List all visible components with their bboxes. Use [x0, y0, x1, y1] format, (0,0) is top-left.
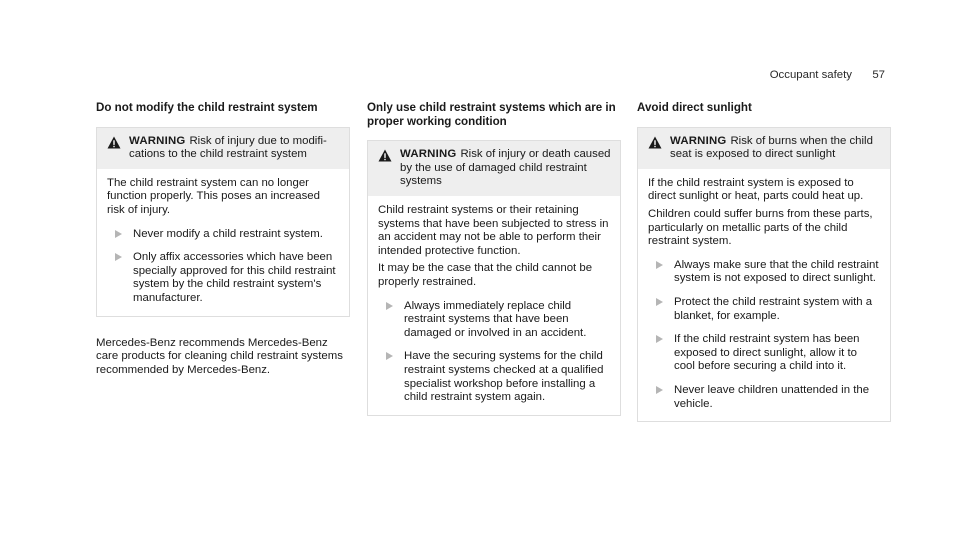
warning-paragraph: The child restraint system can no longer function properly. This poses an increased risk of injury. [107, 176, 320, 216]
warning-triangle-icon [648, 136, 662, 149]
column-child-restraint-modify [96, 101, 350, 377]
warning-header [638, 128, 890, 169]
warning-box [96, 127, 350, 317]
bullet-item [115, 228, 339, 242]
bullet-item [386, 350, 610, 404]
warning-title: Risk of injury due to modifi-cations to the child restraint system [129, 134, 327, 161]
warning-title: Risk of injury or death caused by the use of damaged child restraint systems [400, 148, 611, 188]
section-heading: Avoid direct sunlight [637, 101, 752, 114]
warning-box [367, 140, 621, 416]
bullet-text: Only affix accessories which have been specially approved for this child restraint system by the child restraint system's manufacturer. [133, 251, 336, 304]
page-number: 57 [872, 69, 885, 81]
column-proper-working-condition [367, 101, 621, 416]
warning-label: WARNING [670, 134, 727, 147]
bullet-arrow-icon [115, 230, 122, 238]
warning-triangle-icon [107, 136, 121, 149]
bullet-arrow-icon [386, 352, 393, 360]
warning-paragraph: It may be the case that the child cannot be properly restrained. [378, 262, 593, 288]
warning-body [368, 196, 620, 415]
warning-box [637, 127, 891, 423]
bullet-item [656, 296, 880, 323]
running-section-title: Occupant safety [769, 69, 852, 81]
warning-paragraph: Child restraint systems or their retaining systems that have been subjected to stress in an accident may not be able to perform their intended protective function. [378, 203, 609, 257]
column-avoid-direct-sunlight [637, 101, 891, 422]
bullet-item [656, 384, 880, 411]
warning-title: Risk of burns when the child seat is exposed to direct sunlight [670, 134, 873, 161]
warning-header [368, 141, 620, 196]
warning-triangle-icon [378, 149, 392, 162]
section-heading: Do not modify the child restraint system [96, 101, 318, 114]
bullet-text: If the child restraint system has been exposed to direct sunlight, allow it to cool before securing a child into it. [674, 333, 860, 373]
warning-body [97, 169, 349, 316]
bullet-arrow-icon [656, 335, 663, 343]
bullet-arrow-icon [656, 298, 663, 306]
warning-label: WARNING [129, 134, 186, 147]
bullet-item [656, 333, 880, 374]
bullet-text: Always make sure that the child restraint system is not exposed to direct sunlight. [674, 258, 879, 285]
body-paragraph: Mercedes-Benz recommends Mercedes-Benz care products for cleaning child restraint systems recommended by Mercedes-Benz. [96, 336, 343, 376]
bullet-item [656, 259, 880, 286]
bullet-item [386, 300, 610, 341]
bullet-text: Always immediately replace child restraint systems that have been damaged or involved in an accident. [404, 299, 587, 339]
bullet-text: Protect the child restraint system with a blanket, for example. [674, 295, 873, 322]
warning-paragraph: If the child restraint system is exposed to direct sunlight or heat, parts could heat up. [648, 176, 864, 203]
warning-paragraph: Children could suffer burns from these parts, particularly on metallic parts of the child restraint system. [648, 207, 873, 248]
bullet-arrow-icon [386, 302, 393, 310]
warning-label: WARNING [400, 148, 457, 161]
bullet-text: Never leave children unattended in the vehicle. [674, 383, 870, 410]
bullet-arrow-icon [115, 253, 122, 261]
bullet-text: Have the securing systems for the child restraint systems checked at a qualified specialist workshop before installing a child restraint system again. [404, 350, 604, 404]
bullet-arrow-icon [656, 261, 663, 269]
section-heading: Only use child restraint systems which are in proper working condition [367, 101, 616, 128]
page-header [0, 69, 960, 85]
warning-header [97, 128, 349, 169]
warning-body [638, 169, 890, 421]
bullet-arrow-icon [656, 386, 663, 394]
bullet-text: Never modify a child restraint system. [133, 227, 323, 240]
bullet-item [115, 251, 339, 305]
